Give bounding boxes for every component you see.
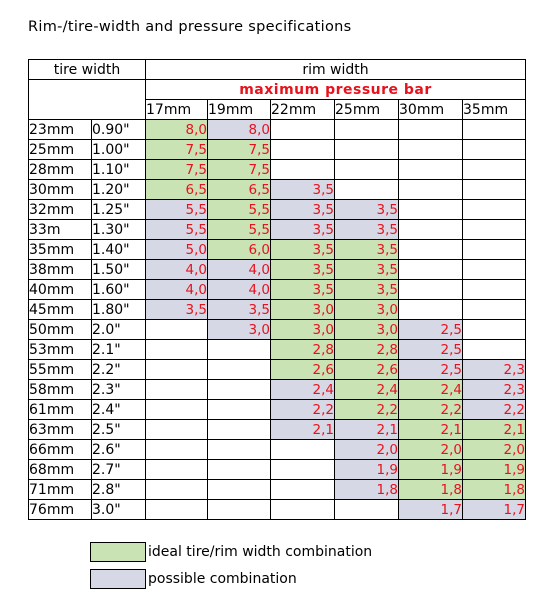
tire-width-inch: 2.8" [92, 480, 146, 500]
tire-width-inch: 1.00" [92, 140, 146, 160]
tire-width-mm: 76mm [29, 500, 92, 520]
pressure-cell: 3,5 [271, 180, 335, 200]
empty-cell [146, 460, 208, 480]
empty-cell [208, 460, 271, 480]
pressure-cell: 3,5 [335, 200, 399, 220]
pressure-cell: 5,0 [146, 240, 208, 260]
empty-cell [463, 280, 526, 300]
empty-cell [271, 160, 335, 180]
pressure-cell: 2,6 [271, 360, 335, 380]
empty-cell [271, 140, 335, 160]
tire-width-mm: 33m [29, 220, 92, 240]
rim-size-35: 35mm [463, 100, 526, 120]
spec-table-body [29, 120, 526, 520]
pressure-cell: 3,0 [271, 300, 335, 320]
pressure-cell: 3,5 [271, 260, 335, 280]
pressure-cell: 4,0 [146, 260, 208, 280]
tire-width-mm: 63mm [29, 420, 92, 440]
pressure-cell: 2,4 [271, 380, 335, 400]
table-row [29, 420, 526, 440]
pressure-cell: 2,2 [271, 400, 335, 420]
table-row [29, 300, 526, 320]
empty-cell [463, 300, 526, 320]
tire-width-mm: 25mm [29, 140, 92, 160]
table-row [29, 260, 526, 280]
tire-width-header: tire width [29, 60, 146, 80]
empty-cell [335, 500, 399, 520]
empty-cell [208, 360, 271, 380]
pressure-cell: 2,1 [271, 420, 335, 440]
table-row [29, 480, 526, 500]
pressure-cell: 2,4 [399, 380, 463, 400]
pressure-cell: 3,5 [208, 300, 271, 320]
pressure-cell: 7,5 [146, 140, 208, 160]
tire-width-mm: 61mm [29, 400, 92, 420]
empty-cell [463, 220, 526, 240]
possible-legend-label: possible combination [148, 571, 297, 587]
table-row [29, 140, 526, 160]
pressure-cell: 6,0 [208, 240, 271, 260]
ideal-legend-label: ideal tire/rim width combination [148, 544, 373, 560]
tire-width-mm: 71mm [29, 480, 92, 500]
empty-cell [208, 500, 271, 520]
empty-cell [399, 240, 463, 260]
empty-cell [146, 480, 208, 500]
pressure-cell: 4,0 [208, 260, 271, 280]
header-row-1 [29, 60, 526, 80]
tire-width-mm: 40mm [29, 280, 92, 300]
tire-width-mm: 35mm [29, 240, 92, 260]
pressure-cell: 5,5 [146, 220, 208, 240]
pressure-cell: 2,8 [271, 340, 335, 360]
tire-width-inch: 2.1" [92, 340, 146, 360]
pressure-cell: 7,5 [208, 140, 271, 160]
tire-width-mm: 45mm [29, 300, 92, 320]
pressure-cell: 3,0 [271, 320, 335, 340]
pressure-cell: 7,5 [208, 160, 271, 180]
tire-width-mm: 66mm [29, 440, 92, 460]
pressure-cell: 2,0 [463, 440, 526, 460]
table-row [29, 120, 526, 140]
pressure-cell: 1,8 [399, 480, 463, 500]
empty-cell [399, 140, 463, 160]
pressure-cell: 1,8 [335, 480, 399, 500]
rim-size-17: 17mm [146, 100, 208, 120]
empty-cell [463, 240, 526, 260]
table-row [29, 380, 526, 400]
tire-width-mm: 50mm [29, 320, 92, 340]
tire-width-mm: 30mm [29, 180, 92, 200]
pressure-cell: 5,5 [146, 200, 208, 220]
pressure-cell: 3,5 [271, 280, 335, 300]
pressure-cell: 2,3 [463, 380, 526, 400]
tire-width-mm: 58mm [29, 380, 92, 400]
pressure-cell: 1,9 [399, 460, 463, 480]
empty-cell [399, 180, 463, 200]
empty-cell [399, 260, 463, 280]
max-pressure-header: maximum pressure bar [146, 80, 526, 100]
pressure-cell: 2,0 [399, 440, 463, 460]
empty-cell [399, 200, 463, 220]
tire-width-inch: 1.25" [92, 200, 146, 220]
pressure-cell: 2,1 [335, 420, 399, 440]
empty-cell [271, 460, 335, 480]
rim-size-30: 30mm [399, 100, 463, 120]
page-title: Rim-/tire-width and pressure specifications [28, 19, 352, 35]
empty-cell [208, 340, 271, 360]
tire-width-inch: 3.0" [92, 500, 146, 520]
ideal-swatch [90, 542, 146, 562]
empty-cell [146, 400, 208, 420]
empty-cell [399, 120, 463, 140]
pressure-cell: 3,5 [271, 220, 335, 240]
possible-swatch [90, 569, 146, 589]
table-row [29, 500, 526, 520]
pressure-cell: 1,8 [463, 480, 526, 500]
empty-cell [208, 440, 271, 460]
tire-width-inch: 1.10" [92, 160, 146, 180]
table-row [29, 460, 526, 480]
pressure-cell: 2,2 [335, 400, 399, 420]
empty-cell [463, 200, 526, 220]
tire-width-inch: 1.60" [92, 280, 146, 300]
tire-width-inch: 2.2" [92, 360, 146, 380]
empty-cell [271, 480, 335, 500]
tire-width-header-blank [29, 80, 146, 120]
table-row [29, 320, 526, 340]
pressure-cell: 1,7 [463, 500, 526, 520]
empty-cell [335, 160, 399, 180]
pressure-cell: 2,8 [335, 340, 399, 360]
tire-width-inch: 2.4" [92, 400, 146, 420]
tire-width-inch: 2.6" [92, 440, 146, 460]
header-row-2 [29, 80, 526, 100]
empty-cell [463, 320, 526, 340]
table-row [29, 220, 526, 240]
table-row [29, 180, 526, 200]
pressure-cell: 3,0 [335, 300, 399, 320]
tire-width-mm: 28mm [29, 160, 92, 180]
empty-cell [335, 180, 399, 200]
pressure-cell: 3,5 [146, 300, 208, 320]
pressure-cell: 8,0 [208, 120, 271, 140]
tire-width-inch: 2.5" [92, 420, 146, 440]
empty-cell [463, 180, 526, 200]
rim-size-25: 25mm [335, 100, 399, 120]
empty-cell [208, 420, 271, 440]
empty-cell [463, 120, 526, 140]
empty-cell [146, 320, 208, 340]
empty-cell [146, 440, 208, 460]
pressure-cell: 1,9 [463, 460, 526, 480]
tire-width-inch: 1.30" [92, 220, 146, 240]
empty-cell [335, 120, 399, 140]
empty-cell [463, 140, 526, 160]
pressure-cell: 6,5 [208, 180, 271, 200]
tire-width-inch: 2.3" [92, 380, 146, 400]
tire-width-mm: 38mm [29, 260, 92, 280]
pressure-cell: 2,5 [399, 360, 463, 380]
empty-cell [271, 120, 335, 140]
tire-width-mm: 68mm [29, 460, 92, 480]
table-row [29, 440, 526, 460]
empty-cell [271, 440, 335, 460]
pressure-cell: 2,5 [399, 320, 463, 340]
pressure-cell: 3,5 [335, 260, 399, 280]
empty-cell [271, 500, 335, 520]
tire-width-inch: 2.7" [92, 460, 146, 480]
tire-width-inch: 1.40" [92, 240, 146, 260]
pressure-cell: 8,0 [146, 120, 208, 140]
empty-cell [146, 380, 208, 400]
pressure-cell: 2,1 [463, 420, 526, 440]
pressure-cell: 2,3 [463, 360, 526, 380]
empty-cell [146, 340, 208, 360]
pressure-cell: 2,2 [463, 400, 526, 420]
pressure-spec-table [28, 59, 526, 520]
pressure-cell: 3,5 [335, 280, 399, 300]
pressure-cell: 1,7 [399, 500, 463, 520]
empty-cell [399, 220, 463, 240]
tire-width-mm: 55mm [29, 360, 92, 380]
pressure-cell: 7,5 [146, 160, 208, 180]
pressure-cell: 2,0 [335, 440, 399, 460]
tire-width-mm: 53mm [29, 340, 92, 360]
tire-width-mm: 32mm [29, 200, 92, 220]
table-row [29, 340, 526, 360]
empty-cell [463, 260, 526, 280]
tire-width-inch: 0.90" [92, 120, 146, 140]
empty-cell [146, 420, 208, 440]
empty-cell [146, 360, 208, 380]
pressure-cell: 4,0 [146, 280, 208, 300]
pressure-cell: 2,2 [399, 400, 463, 420]
pressure-cell: 3,0 [335, 320, 399, 340]
empty-cell [399, 300, 463, 320]
table-row [29, 200, 526, 220]
pressure-cell: 3,0 [208, 320, 271, 340]
pressure-cell: 2,1 [399, 420, 463, 440]
empty-cell [208, 480, 271, 500]
pressure-cell: 2,4 [335, 380, 399, 400]
legend-possible [90, 568, 297, 590]
table-row [29, 240, 526, 260]
pressure-cell: 3,5 [271, 240, 335, 260]
pressure-cell: 3,5 [335, 240, 399, 260]
tire-width-inch: 1.80" [92, 300, 146, 320]
tire-width-inch: 1.50" [92, 260, 146, 280]
rim-size-19: 19mm [208, 100, 271, 120]
tire-width-mm: 23mm [29, 120, 92, 140]
empty-cell [208, 400, 271, 420]
pressure-cell: 6,5 [146, 180, 208, 200]
legend-ideal [90, 541, 372, 563]
tire-width-inch: 1.20" [92, 180, 146, 200]
pressure-cell: 5,5 [208, 200, 271, 220]
empty-cell [208, 380, 271, 400]
empty-cell [335, 140, 399, 160]
pressure-cell: 2,5 [399, 340, 463, 360]
table-row [29, 280, 526, 300]
rim-size-22: 22mm [271, 100, 335, 120]
empty-cell [399, 160, 463, 180]
pressure-cell: 4,0 [208, 280, 271, 300]
pressure-cell: 1,9 [335, 460, 399, 480]
table-row [29, 360, 526, 380]
tire-width-inch: 2.0" [92, 320, 146, 340]
empty-cell [399, 280, 463, 300]
pressure-cell: 3,5 [271, 200, 335, 220]
empty-cell [463, 340, 526, 360]
table-row [29, 160, 526, 180]
rim-width-header: rim width [146, 60, 526, 80]
pressure-cell: 2,6 [335, 360, 399, 380]
pressure-cell: 3,5 [335, 220, 399, 240]
table-row [29, 400, 526, 420]
empty-cell [146, 500, 208, 520]
pressure-cell: 5,5 [208, 220, 271, 240]
empty-cell [463, 160, 526, 180]
